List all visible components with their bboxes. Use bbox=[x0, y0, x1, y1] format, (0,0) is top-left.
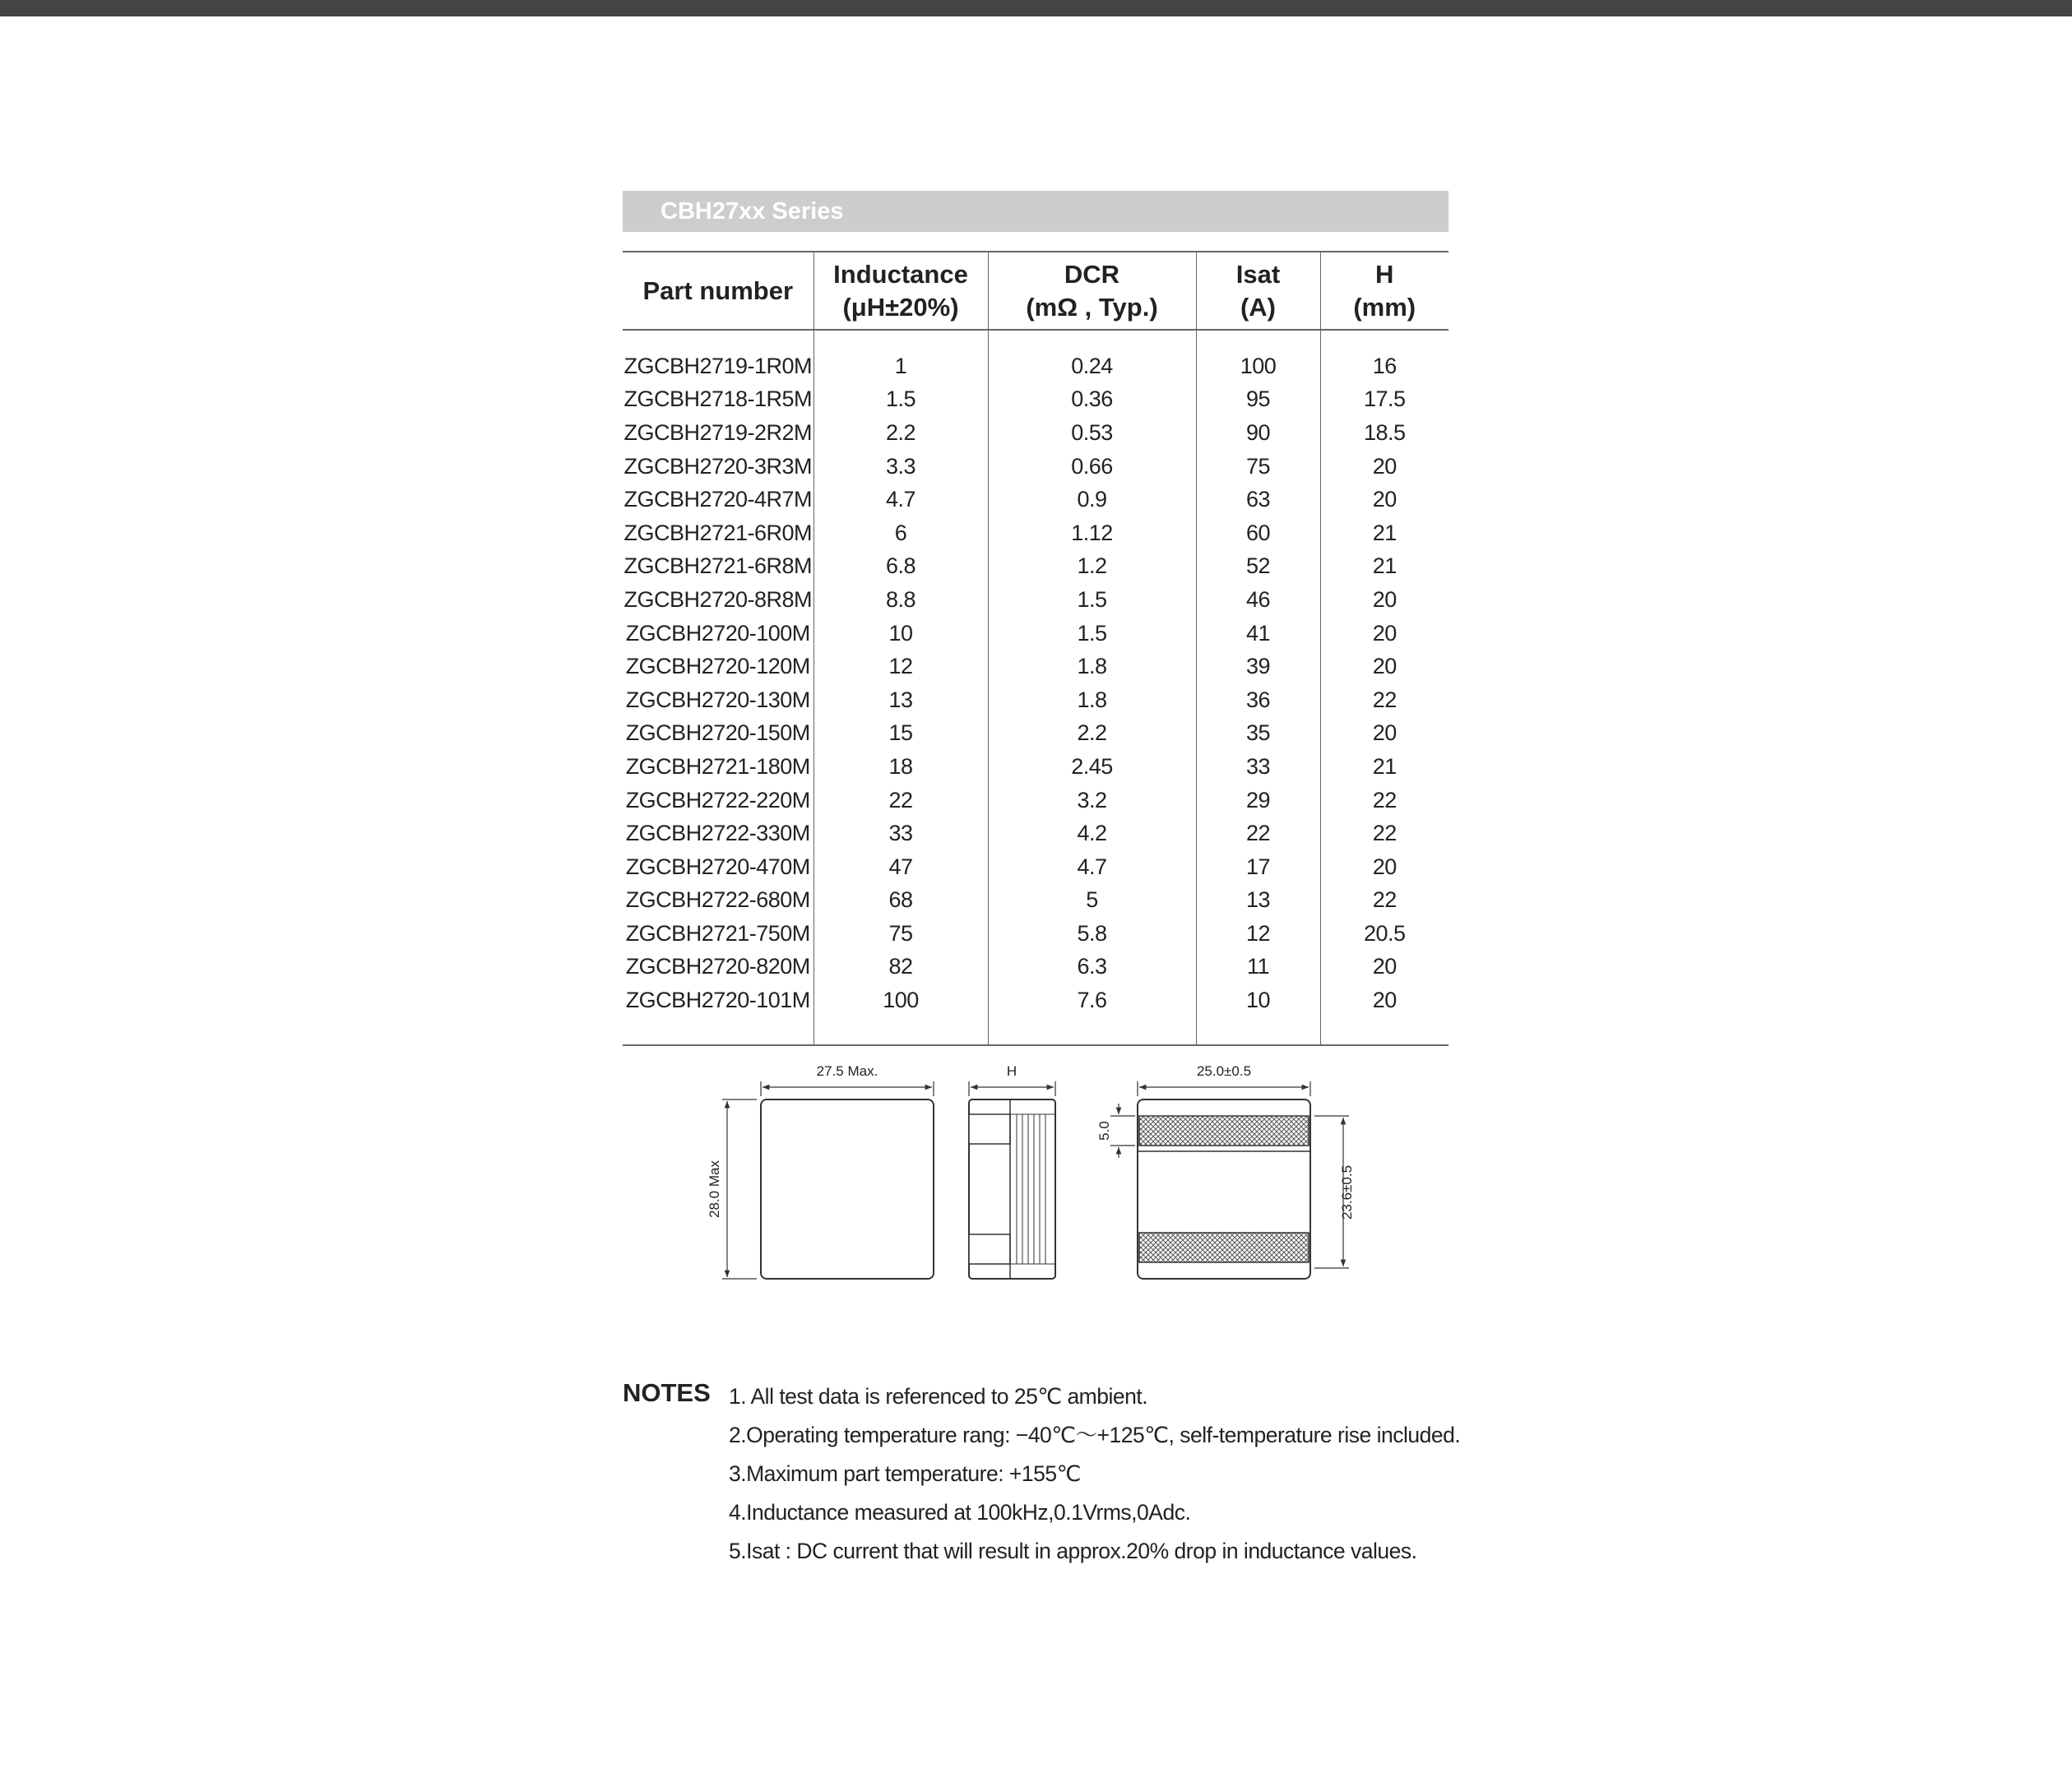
notes-label: NOTES bbox=[623, 1378, 711, 1407]
height-cell: 20 bbox=[1320, 483, 1449, 516]
dcr-cell: 4.2 bbox=[988, 817, 1196, 850]
dcr-cell: 1.5 bbox=[988, 583, 1196, 617]
header-dcr: DCR (mΩ , Typ.) bbox=[988, 252, 1196, 330]
table-row bbox=[623, 683, 1449, 717]
bottom-row bbox=[623, 1017, 1449, 1045]
part-number-cell: ZGCBH2721-6R0M bbox=[623, 520, 813, 545]
inductance-cell: 1 bbox=[814, 350, 988, 383]
height-cell: 20 bbox=[1320, 583, 1449, 617]
series-title: CBH27xx Series bbox=[623, 191, 1449, 232]
height-cell: 16 bbox=[1320, 350, 1449, 383]
inductance-cell: 82 bbox=[814, 951, 988, 984]
part-number-cell: ZGCBH2719-1R0M bbox=[623, 353, 813, 378]
height-cell: 20 bbox=[1320, 850, 1449, 884]
isat-cell: 11 bbox=[1196, 951, 1320, 984]
dcr-cell: 0.36 bbox=[988, 383, 1196, 417]
spec-table bbox=[623, 251, 1449, 1046]
terminal-width-label: 5.0 bbox=[1096, 1121, 1112, 1141]
dcr-cell: 4.7 bbox=[988, 850, 1196, 884]
inductance-cell: 33 bbox=[814, 817, 988, 850]
inductance-cell: 15 bbox=[814, 717, 988, 751]
header-isat: Isat (A) bbox=[1196, 252, 1320, 330]
note-item: 1. All test data is referenced to 25℃ ambient. bbox=[729, 1384, 1148, 1409]
table-row bbox=[623, 550, 1449, 584]
part-number-cell: ZGCBH2720-3R3M bbox=[623, 453, 813, 479]
height-cell: 18.5 bbox=[1320, 416, 1449, 450]
table-cell bbox=[1320, 330, 1449, 350]
height-cell: 20 bbox=[1320, 617, 1449, 650]
part-number-cell: ZGCBH2722-330M bbox=[625, 821, 810, 846]
height-cell: 20 bbox=[1320, 951, 1449, 984]
height-cell: 22 bbox=[1320, 784, 1449, 817]
part-number-cell: ZGCBH2721-6R8M bbox=[623, 553, 813, 579]
table-cell bbox=[1196, 330, 1320, 350]
header-part-number: Part number bbox=[623, 252, 814, 330]
table-cell bbox=[988, 330, 1196, 350]
inductance-cell: 100 bbox=[814, 984, 988, 1017]
table-row bbox=[623, 884, 1449, 918]
isat-cell: 90 bbox=[1196, 416, 1320, 450]
table-row bbox=[623, 516, 1449, 550]
table-cell bbox=[1320, 1017, 1449, 1045]
isat-cell: 29 bbox=[1196, 784, 1320, 817]
table-row bbox=[623, 617, 1449, 650]
front-view-width-label: 25.0±0.5 bbox=[1196, 1063, 1252, 1079]
dcr-cell: 1.8 bbox=[988, 650, 1196, 683]
isat-cell: 35 bbox=[1196, 717, 1320, 751]
table-cell bbox=[623, 330, 814, 350]
part-number-cell: ZGCBH2720-820M bbox=[625, 954, 810, 979]
isat-cell: 100 bbox=[1196, 350, 1320, 383]
note-item: 5.Isat : DC current that will result in approx.20% drop in inductance values. bbox=[729, 1539, 1417, 1563]
isat-cell: 33 bbox=[1196, 750, 1320, 784]
header-height: H (mm) bbox=[1320, 252, 1449, 330]
table-row bbox=[623, 650, 1449, 683]
height-cell: 20 bbox=[1320, 984, 1449, 1017]
part-number-cell: ZGCBH2720-4R7M bbox=[623, 487, 813, 512]
top-view bbox=[707, 1063, 934, 1279]
isat-cell: 52 bbox=[1196, 550, 1320, 584]
isat-cell: 13 bbox=[1196, 884, 1320, 918]
dcr-cell: 7.6 bbox=[988, 984, 1196, 1017]
part-number-cell: ZGCBH2721-750M bbox=[625, 920, 810, 946]
spacer-row bbox=[623, 330, 1449, 350]
table-row bbox=[623, 717, 1449, 751]
dcr-cell: 5 bbox=[988, 884, 1196, 918]
height-cell: 17.5 bbox=[1320, 383, 1449, 417]
table-row bbox=[623, 750, 1449, 784]
table-row bbox=[623, 817, 1449, 850]
part-number-cell: ZGCBH2720-120M bbox=[625, 654, 810, 679]
part-number-cell: ZGCBH2722-680M bbox=[625, 887, 810, 913]
table-row bbox=[623, 450, 1449, 484]
height-cell: 20 bbox=[1320, 450, 1449, 484]
dcr-cell: 1.5 bbox=[988, 617, 1196, 650]
inductance-cell: 13 bbox=[814, 683, 988, 717]
dcr-cell: 1.2 bbox=[988, 550, 1196, 584]
table-row bbox=[623, 984, 1449, 1017]
part-number-cell: ZGCBH2722-220M bbox=[625, 787, 810, 812]
side-view bbox=[969, 1063, 1055, 1279]
part-number-cell: ZGCBH2720-470M bbox=[625, 854, 810, 879]
isat-cell: 75 bbox=[1196, 450, 1320, 484]
dcr-cell: 2.45 bbox=[988, 750, 1196, 784]
table-cell bbox=[814, 1017, 988, 1045]
inductance-cell: 6 bbox=[814, 516, 988, 550]
inductance-cell: 3.3 bbox=[814, 450, 988, 484]
inductance-cell: 75 bbox=[814, 917, 988, 951]
height-cell: 21 bbox=[1320, 516, 1449, 550]
isat-cell: 10 bbox=[1196, 984, 1320, 1017]
table-cell bbox=[988, 1017, 1196, 1045]
part-number-cell: ZGCBH2718-1R5M bbox=[623, 387, 813, 412]
isat-cell: 22 bbox=[1196, 817, 1320, 850]
height-cell: 20 bbox=[1320, 717, 1449, 751]
part-number-cell: ZGCBH2721-180M bbox=[625, 753, 810, 779]
isat-cell: 36 bbox=[1196, 683, 1320, 717]
table-row bbox=[623, 784, 1449, 817]
table-row bbox=[623, 951, 1449, 984]
inductance-cell: 1.5 bbox=[814, 383, 988, 417]
header-inductance: Inductance (μH±20%) bbox=[814, 252, 988, 330]
front-view-height-label: 23.6±0.5 bbox=[1339, 1164, 1355, 1220]
part-number-cell: ZGCBH2720-100M bbox=[625, 620, 810, 646]
isat-cell: 39 bbox=[1196, 650, 1320, 683]
dcr-cell: 1.8 bbox=[988, 683, 1196, 717]
side-view-height-label: H bbox=[1006, 1063, 1017, 1079]
note-item: 3.Maximum part temperature: +155℃ bbox=[729, 1461, 1081, 1486]
height-cell: 21 bbox=[1320, 550, 1449, 584]
dcr-cell: 0.66 bbox=[988, 450, 1196, 484]
isat-cell: 41 bbox=[1196, 617, 1320, 650]
inductance-cell: 6.8 bbox=[814, 550, 988, 584]
inductance-cell: 12 bbox=[814, 650, 988, 683]
height-cell: 22 bbox=[1320, 884, 1449, 918]
inductance-cell: 68 bbox=[814, 884, 988, 918]
isat-cell: 46 bbox=[1196, 583, 1320, 617]
dcr-cell: 1.12 bbox=[988, 516, 1196, 550]
inductance-cell: 8.8 bbox=[814, 583, 988, 617]
inductance-cell: 18 bbox=[814, 750, 988, 784]
isat-cell: 63 bbox=[1196, 483, 1320, 516]
table-row bbox=[623, 583, 1449, 617]
inductance-cell: 2.2 bbox=[814, 416, 988, 450]
isat-cell: 17 bbox=[1196, 850, 1320, 884]
note-item: 4.Inductance measured at 100kHz,0.1Vrms,0Adc. bbox=[729, 1500, 1191, 1525]
inductance-cell: 4.7 bbox=[814, 483, 988, 516]
top-view-width-label: 27.5 Max. bbox=[816, 1063, 878, 1079]
table-row bbox=[623, 917, 1449, 951]
height-cell: 20 bbox=[1320, 650, 1449, 683]
table-cell bbox=[814, 330, 988, 350]
part-number-cell: ZGCBH2720-101M bbox=[625, 988, 810, 1013]
height-cell: 22 bbox=[1320, 683, 1449, 717]
table-row bbox=[623, 383, 1449, 417]
note-item: 2.Operating temperature rang: −40℃～+125℃, self-temperature rise included. bbox=[729, 1423, 1461, 1447]
top-view-depth-label: 28.0 Max bbox=[707, 1160, 722, 1218]
dcr-cell: 0.9 bbox=[988, 483, 1196, 516]
table-row bbox=[623, 350, 1449, 383]
dcr-cell: 0.24 bbox=[988, 350, 1196, 383]
dcr-cell: 0.53 bbox=[988, 416, 1196, 450]
table-row bbox=[623, 416, 1449, 450]
table-cell bbox=[623, 1017, 814, 1045]
isat-cell: 95 bbox=[1196, 383, 1320, 417]
isat-cell: 12 bbox=[1196, 917, 1320, 951]
dcr-cell: 5.8 bbox=[988, 917, 1196, 951]
front-view bbox=[1096, 1063, 1355, 1279]
height-cell: 21 bbox=[1320, 750, 1449, 784]
notes-list bbox=[729, 1382, 1460, 1575]
table-row bbox=[623, 483, 1449, 516]
part-number-cell: ZGCBH2720-150M bbox=[625, 720, 810, 746]
inductance-cell: 47 bbox=[814, 850, 988, 884]
table-header-row bbox=[623, 252, 1449, 330]
height-cell: 20.5 bbox=[1320, 917, 1449, 951]
table-cell bbox=[1196, 1017, 1320, 1045]
height-cell: 22 bbox=[1320, 817, 1449, 850]
part-number-cell: ZGCBH2719-2R2M bbox=[623, 419, 813, 445]
part-number-cell: ZGCBH2720-8R8M bbox=[623, 586, 813, 612]
inductance-cell: 10 bbox=[814, 617, 988, 650]
table-row bbox=[623, 850, 1449, 884]
isat-cell: 60 bbox=[1196, 516, 1320, 550]
top-bar bbox=[0, 0, 2072, 16]
dcr-cell: 3.2 bbox=[988, 784, 1196, 817]
part-number-cell: ZGCBH2720-130M bbox=[625, 687, 810, 712]
dcr-cell: 6.3 bbox=[988, 951, 1196, 984]
inductance-cell: 22 bbox=[814, 784, 988, 817]
dimension-drawing bbox=[699, 1053, 1382, 1291]
dcr-cell: 2.2 bbox=[988, 717, 1196, 751]
